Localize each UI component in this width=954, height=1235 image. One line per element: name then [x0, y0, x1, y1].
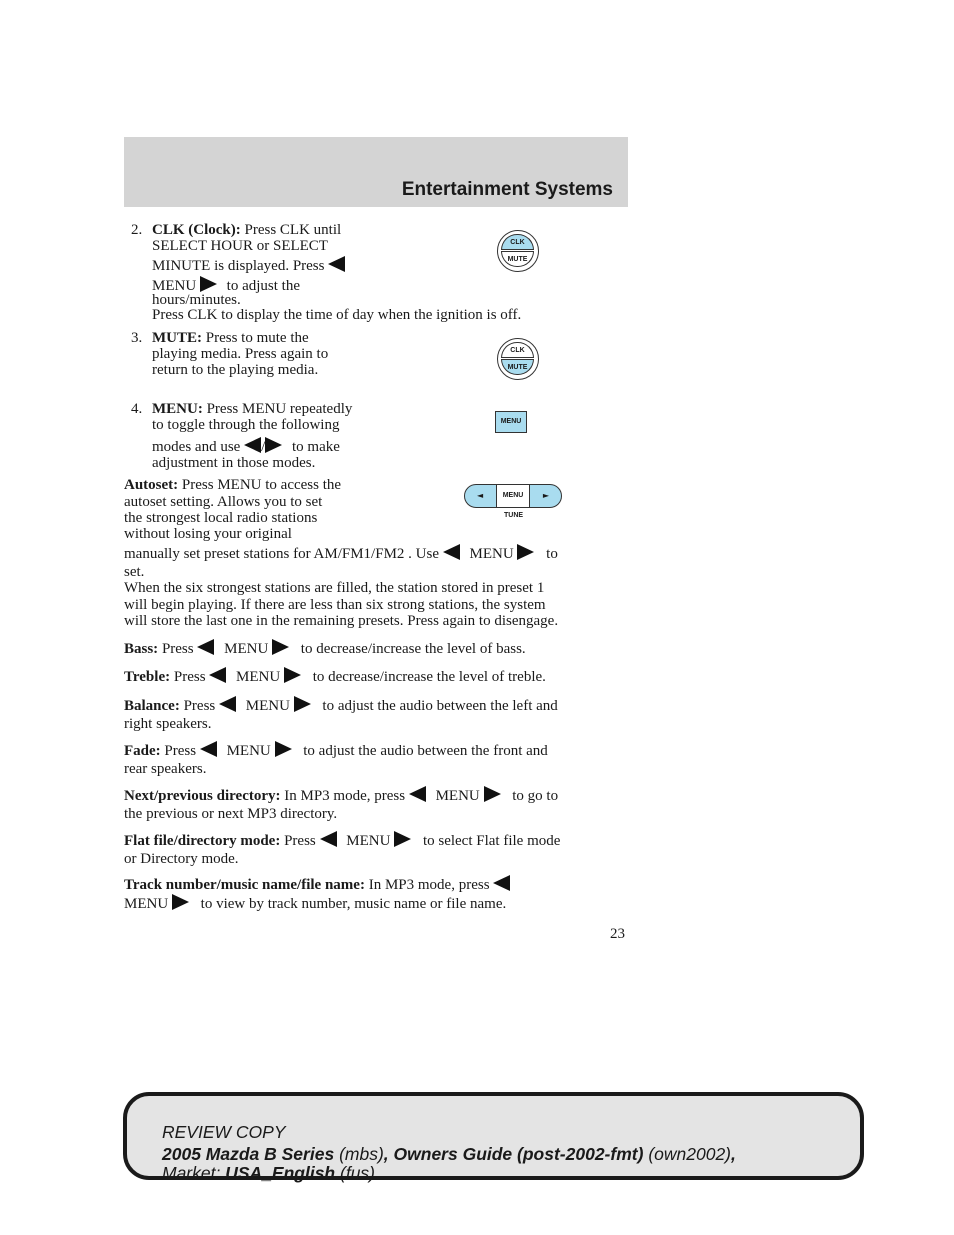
clk-paragraph: CLK (Clock): Press CLK until [152, 222, 342, 238]
right-arrow-icon [517, 544, 534, 560]
autoset-paragraph: Autoset: Press MENU to access the [124, 477, 342, 493]
text-line: will store the last one in the remaining presets. Press again to disengage. [124, 613, 559, 629]
list-number: 4. [131, 401, 143, 417]
text-line: Press CLK to display the time of day when the ignition is off. [152, 307, 522, 323]
text-line: autoset setting. Allows you to set [124, 494, 323, 510]
text-line: to toggle through the following [152, 417, 340, 433]
flat-paragraph: Flat file/directory mode: Press MENU to select Flat file mode [124, 833, 561, 849]
balance-paragraph: Balance: Press MENU to adjust the audio between the left and [124, 698, 558, 714]
text-line: the previous or next MP3 directory. [124, 806, 338, 822]
text-line: SELECT HOUR or SELECT [152, 238, 328, 254]
menu-button-icon: MENU [495, 411, 527, 433]
page-number: 23 [610, 926, 625, 942]
review-footer [123, 1092, 864, 1183]
mute-term: MUTE: [152, 330, 202, 346]
treble-paragraph: Treble: Press MENU to decrease/increase the level of treble. [124, 669, 546, 685]
text-line: set. [124, 564, 145, 580]
text-line: return to the playing media. [152, 362, 319, 378]
text-line: right speakers. [124, 716, 212, 732]
text-line: modes and use / to make [152, 439, 340, 455]
mute-paragraph: MUTE: Press to mute the [152, 330, 309, 346]
mute-button-icon: MUTE [501, 359, 534, 375]
text-line: MINUTE is displayed. Press [152, 256, 345, 274]
right-arrow-icon [484, 786, 501, 802]
left-arrow-icon [320, 831, 337, 847]
list-number: 3. [131, 330, 143, 346]
clk-mute-knob-icon [497, 338, 539, 380]
footer-line-market: Market: USA_English (fus) [162, 1163, 375, 1183]
text-line: the strongest local radio stations [124, 510, 318, 526]
text-line: MENU to view by track number, music name or file name. [124, 896, 507, 912]
right-arrow-icon [284, 667, 301, 683]
footer-line-model: 2005 Mazda B Series (mbs), Owners Guide (post-2002-fmt) (own2002), [162, 1144, 736, 1164]
left-arrow-icon [409, 786, 426, 802]
tune-menu-icon: MENU [496, 484, 530, 508]
left-arrow-icon [197, 639, 214, 655]
track-paragraph: Track number/music name/file name: In MP3 mode, press [124, 875, 510, 893]
left-arrow-icon [209, 667, 226, 683]
text-line: will begin playing. If there are less than six strong stations, the system [124, 597, 546, 613]
fade-paragraph: Fade: Press MENU to adjust the audio between the front and [124, 743, 548, 759]
text-line: MENU to adjust the [152, 278, 300, 294]
right-arrow-icon [394, 831, 411, 847]
left-arrow-icon [200, 741, 217, 757]
text-line: rear speakers. [124, 761, 207, 777]
bass-paragraph: Bass: Press MENU to decrease/increase the level of bass. [124, 641, 526, 657]
right-arrow-icon [294, 696, 311, 712]
section-header [124, 137, 628, 207]
left-arrow-icon [493, 875, 510, 891]
tune-label: TUNE [504, 512, 524, 519]
review-label: REVIEW COPY [162, 1122, 286, 1142]
menu-paragraph: MENU: Press MENU repeatedly [152, 401, 353, 417]
text-line: or Directory mode. [124, 851, 239, 867]
text-line: manually set preset stations for AM/FM1/FM2 . Use MENU to [124, 546, 558, 562]
left-arrow-icon [328, 256, 345, 272]
section-title: Entertainment Systems [401, 179, 613, 200]
autoset-term: Autoset: [124, 477, 179, 493]
text-line: When the six strongest stations are filled, the station stored in preset 1 [124, 580, 545, 596]
right-arrow-icon [172, 894, 189, 910]
menu-term: MENU: [152, 401, 203, 417]
left-arrow-icon [219, 696, 236, 712]
text-line: hours/minutes. [152, 292, 241, 308]
list-number: 2. [131, 222, 143, 238]
clk-button-icon: CLK [501, 234, 534, 250]
text-line: playing media. Press again to [152, 346, 329, 362]
right-arrow-icon [265, 437, 282, 453]
tune-rocker-icon [464, 484, 562, 508]
right-arrow-icon [275, 741, 292, 757]
text-line: adjustment in those modes. [152, 455, 316, 471]
left-arrow-icon [443, 544, 460, 560]
mute-button-icon: MUTE [501, 251, 534, 267]
clk-mute-knob-icon [497, 230, 539, 272]
left-arrow-icon [244, 437, 261, 453]
right-arrow-icon [200, 276, 217, 292]
clk-button-icon: CLK [501, 342, 534, 358]
nextprev-paragraph: Next/previous directory: In MP3 mode, press MENU to go to [124, 788, 559, 804]
tune-left-icon: ◄ [477, 491, 484, 500]
right-arrow-icon [272, 639, 289, 655]
text-line: without losing your original [124, 526, 292, 542]
clk-term: CLK (Clock): [152, 222, 241, 238]
tune-right-icon: ► [542, 491, 549, 500]
